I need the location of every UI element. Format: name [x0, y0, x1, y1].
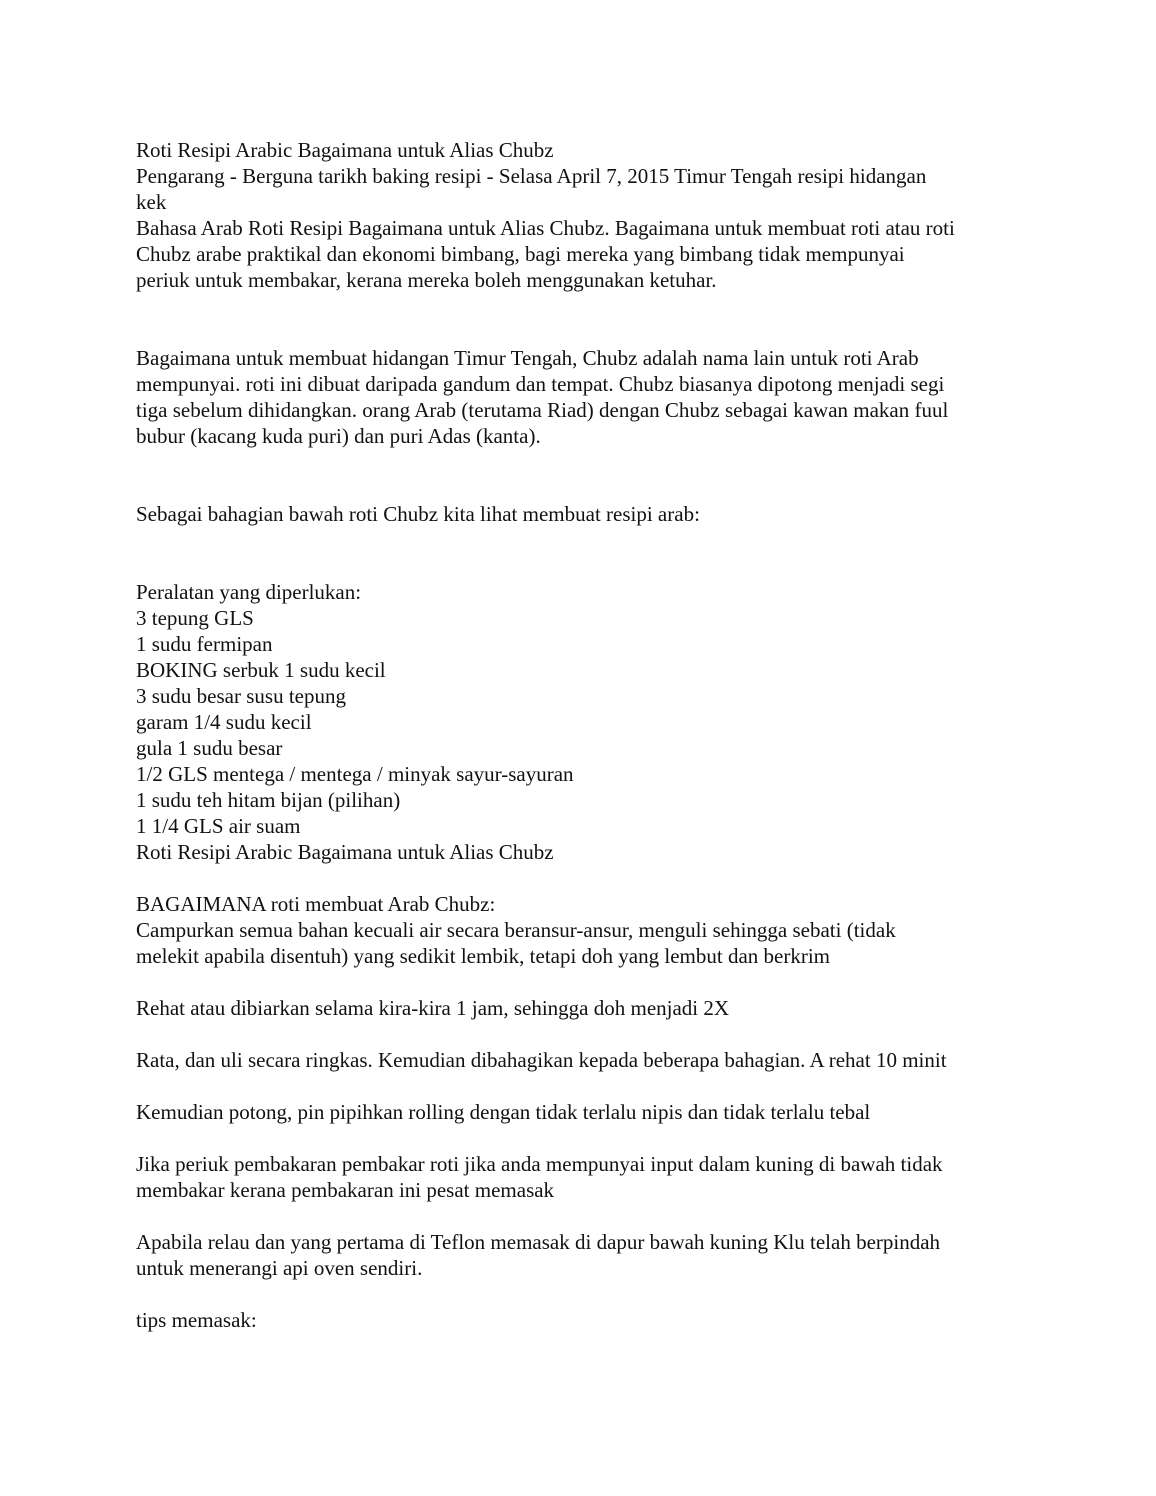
method-step-3	[136, 1047, 1036, 1073]
ingredient-item: 1 sudu teh hitam bijan (pilihan)	[136, 788, 401, 812]
ingredients-heading: Peralatan yang diperlukan:	[136, 580, 362, 604]
ingredient-item: gula 1 sudu besar	[136, 736, 283, 760]
description-line: mempunyai. roti ini dibuat daripada gandum dan tempat. Chubz biasanya dipotong menjadi segi	[136, 372, 945, 396]
ingredient-item: 3 sudu besar susu tepung	[136, 684, 346, 708]
document-meta-line: Pengarang - Berguna tarikh baking resipi - Selasa April 7, 2015 Timur Tengah resipi hidangan	[136, 164, 927, 188]
spacer	[136, 1021, 1036, 1047]
method-line: Kemudian potong, pin pipihkan rolling dengan tidak terlalu nipis dan tidak terlalu tebal	[136, 1100, 871, 1124]
ingredient-item: 3 tepung GLS	[136, 606, 254, 630]
method-line: Campurkan semua bahan kecuali air secara beransur-ansur, menguli sehingga sebati (tidak	[136, 918, 896, 942]
method-step-4	[136, 1099, 1036, 1125]
tips-section	[136, 1307, 1036, 1333]
lead-in-paragraph	[136, 501, 1036, 527]
method-line: melekit apabila disentuh) yang sedikit lembik, tetapi doh yang lembut dan berkrim	[136, 944, 830, 968]
intro-line: Bahasa Arab Roti Resipi Bagaimana untuk Alias Chubz. Bagaimana untuk membuat roti atau roti	[136, 216, 955, 240]
tips-heading: tips memasak:	[136, 1308, 257, 1332]
ingredient-item: BOKING serbuk 1 sudu kecil	[136, 658, 386, 682]
spacer	[136, 969, 1036, 995]
ingredient-item: 1 sudu fermipan	[136, 632, 273, 656]
method-step-5	[136, 1151, 1036, 1203]
ingredient-item: 1/2 GLS mentega / mentega / minyak sayur-sayuran	[136, 762, 574, 786]
spacer	[136, 1203, 1036, 1229]
ingredient-item: garam 1/4 sudu kecil	[136, 710, 312, 734]
intro-paragraph	[136, 215, 1036, 293]
spacer	[136, 527, 1036, 579]
description-line: Bagaimana untuk membuat hidangan Timur Tengah, Chubz adalah nama lain untuk roti Arab	[136, 346, 919, 370]
method-step-6	[136, 1229, 1036, 1281]
document-page	[136, 137, 1036, 1333]
spacer	[136, 865, 1036, 891]
header-block	[136, 137, 1036, 215]
spacer	[136, 1281, 1036, 1307]
method-heading: BAGAIMANA roti membuat Arab Chubz:	[136, 892, 496, 916]
method-step-1	[136, 891, 1036, 969]
description-line: tiga sebelum dihidangkan. orang Arab (terutama Riad) dengan Chubz sebagai kawan makan fuul	[136, 398, 949, 422]
ingredient-item: Roti Resipi Arabic Bagaimana untuk Alias Chubz	[136, 840, 554, 864]
document-meta-line: kek	[136, 190, 167, 214]
spacer	[136, 293, 1036, 345]
ingredients-list	[136, 579, 1036, 865]
lead-in-line: Sebagai bahagian bawah roti Chubz kita lihat membuat resipi arab:	[136, 502, 700, 526]
method-line: Jika periuk pembakaran pembakar roti jika anda mempunyai input dalam kuning di bawah tidak	[136, 1152, 943, 1176]
description-paragraph	[136, 345, 1036, 449]
spacer	[136, 1073, 1036, 1099]
description-line: bubur (kacang kuda puri) dan puri Adas (kanta).	[136, 424, 541, 448]
spacer	[136, 449, 1036, 501]
intro-line: Chubz arabe praktikal dan ekonomi bimbang, bagi mereka yang bimbang tidak mempunyai	[136, 242, 905, 266]
method-line: untuk menerangi api oven sendiri.	[136, 1256, 423, 1280]
document-title: Roti Resipi Arabic Bagaimana untuk Alias Chubz	[136, 138, 554, 162]
method-line: Rehat atau dibiarkan selama kira-kira 1 jam, sehingga doh menjadi 2X	[136, 996, 730, 1020]
method-line: Rata, dan uli secara ringkas. Kemudian dibahagikan kepada beberapa bahagian. A rehat 10 minit	[136, 1048, 947, 1072]
method-line: Apabila relau dan yang pertama di Teflon memasak di dapur bawah kuning Klu telah berpindah	[136, 1230, 941, 1254]
method-line: membakar kerana pembakaran ini pesat memasak	[136, 1178, 555, 1202]
method-step-2	[136, 995, 1036, 1021]
ingredient-item: 1 1/4 GLS air suam	[136, 814, 301, 838]
spacer	[136, 1125, 1036, 1151]
intro-line: periuk untuk membakar, kerana mereka boleh menggunakan ketuhar.	[136, 268, 717, 292]
